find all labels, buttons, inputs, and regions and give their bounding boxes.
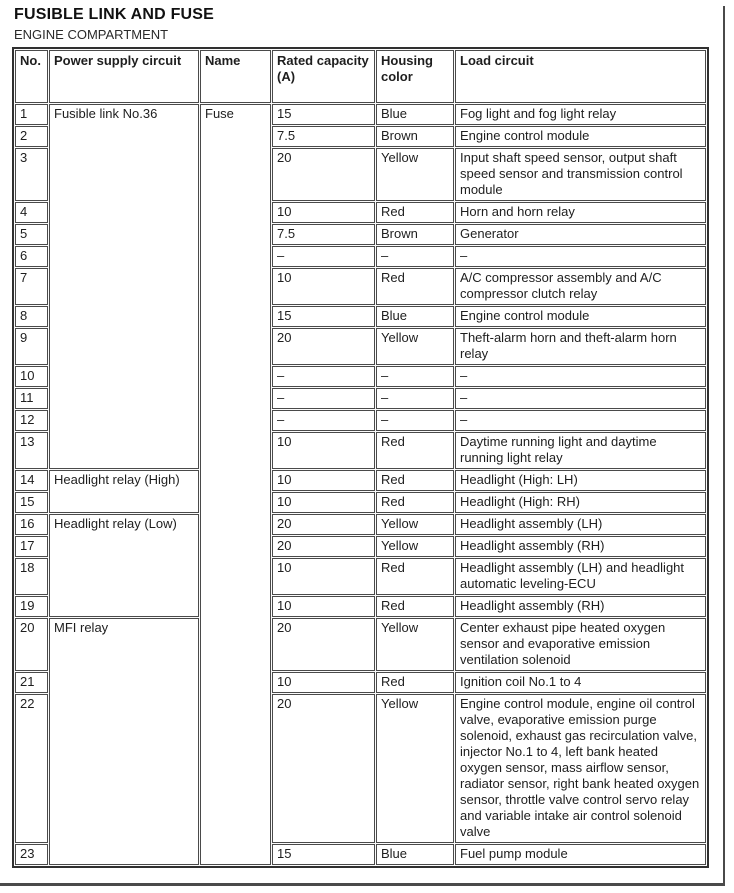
cell-load-circuit: Daytime running light and daytime running light relay (455, 432, 706, 469)
cell-housing-color: Red (376, 672, 454, 693)
cell-rated-capacity: 20 (272, 328, 375, 365)
cell-no: 11 (15, 388, 48, 409)
col-header-housing-color: Housing color (376, 50, 454, 103)
page-border-right (723, 6, 725, 886)
cell-load-circuit: Engine control module (455, 306, 706, 327)
col-header-rated-capacity: Rated capacity (A) (272, 50, 375, 103)
cell-load-circuit: Fuel pump module (455, 844, 706, 865)
cell-no: 7 (15, 268, 48, 305)
cell-load-circuit: Center exhaust pipe heated oxygen sensor and evaporative emission ventilation solenoid (455, 618, 706, 671)
table-row (15, 514, 706, 535)
cell-load-circuit: – (455, 410, 706, 431)
cell-housing-color: – (376, 366, 454, 387)
cell-rated-capacity: 10 (272, 492, 375, 513)
col-header-load-circuit: Load circuit (455, 50, 706, 103)
cell-no: 18 (15, 558, 48, 595)
cell-power-supply-circuit: Fusible link No.36 (49, 104, 199, 469)
cell-load-circuit: Engine control module (455, 126, 706, 147)
cell-power-supply-circuit: Headlight relay (Low) (49, 514, 199, 617)
cell-housing-color: Brown (376, 126, 454, 147)
cell-load-circuit: Headlight (High: RH) (455, 492, 706, 513)
cell-housing-color: Brown (376, 224, 454, 245)
document-page (0, 6, 734, 868)
table-row (15, 470, 706, 491)
cell-load-circuit: Horn and horn relay (455, 202, 706, 223)
col-header-power-supply-circuit: Power supply circuit (49, 50, 199, 103)
cell-no: 9 (15, 328, 48, 365)
cell-rated-capacity: 10 (272, 268, 375, 305)
page-border-bottom (0, 883, 725, 886)
cell-rated-capacity: – (272, 366, 375, 387)
cell-load-circuit: Headlight assembly (LH) (455, 514, 706, 535)
cell-no: 14 (15, 470, 48, 491)
cell-housing-color: Blue (376, 104, 454, 125)
cell-housing-color: Red (376, 470, 454, 491)
cell-no: 10 (15, 366, 48, 387)
col-header-name: Name (200, 50, 271, 103)
cell-rated-capacity: 20 (272, 618, 375, 671)
cell-load-circuit: Headlight assembly (LH) and headlight automatic leveling-ECU (455, 558, 706, 595)
cell-rated-capacity: 20 (272, 514, 375, 535)
table-row (15, 618, 706, 671)
cell-housing-color: Yellow (376, 694, 454, 843)
cell-no: 8 (15, 306, 48, 327)
cell-housing-color: Red (376, 596, 454, 617)
cell-no: 15 (15, 492, 48, 513)
cell-rated-capacity: 10 (272, 470, 375, 491)
cell-load-circuit: Headlight assembly (RH) (455, 596, 706, 617)
cell-no: 2 (15, 126, 48, 147)
cell-load-circuit: – (455, 388, 706, 409)
cell-rated-capacity: 15 (272, 844, 375, 865)
cell-rated-capacity: 7.5 (272, 224, 375, 245)
cell-no: 1 (15, 104, 48, 125)
cell-no: 5 (15, 224, 48, 245)
cell-load-circuit: – (455, 246, 706, 267)
cell-housing-color: Yellow (376, 618, 454, 671)
cell-rated-capacity: 10 (272, 202, 375, 223)
cell-rated-capacity: 20 (272, 694, 375, 843)
cell-no: 13 (15, 432, 48, 469)
cell-load-circuit: A/C compressor assembly and A/C compressor clutch relay (455, 268, 706, 305)
cell-power-supply-circuit: Headlight relay (High) (49, 470, 199, 513)
cell-housing-color: – (376, 410, 454, 431)
cell-housing-color: Red (376, 432, 454, 469)
table-header-row (15, 50, 706, 103)
cell-housing-color: Blue (376, 844, 454, 865)
cell-rated-capacity: 7.5 (272, 126, 375, 147)
cell-housing-color: Red (376, 558, 454, 595)
cell-housing-color: Blue (376, 306, 454, 327)
cell-housing-color: Yellow (376, 148, 454, 201)
cell-load-circuit: Ignition coil No.1 to 4 (455, 672, 706, 693)
cell-no: 19 (15, 596, 48, 617)
cell-rated-capacity: 20 (272, 148, 375, 201)
cell-rated-capacity: – (272, 388, 375, 409)
cell-rated-capacity: 15 (272, 104, 375, 125)
fuse-table (12, 47, 709, 868)
cell-load-circuit: Fog light and fog light relay (455, 104, 706, 125)
cell-rated-capacity: 15 (272, 306, 375, 327)
cell-load-circuit: – (455, 366, 706, 387)
cell-no: 22 (15, 694, 48, 843)
table-row (15, 104, 706, 125)
cell-load-circuit: Input shaft speed sensor, output shaft speed sensor and transmission control module (455, 148, 706, 201)
cell-load-circuit: Engine control module, engine oil control valve, evaporative emission purge solenoid, exhaust gas recirculation valve, injector No.1 to 4, left bank heated oxygen sensor, mass airflow sensor, radiator sensor, right bank heated oxygen sensor, throttle valve control servo relay and variable intake air control solenoid valve (455, 694, 706, 843)
cell-rated-capacity: 10 (272, 596, 375, 617)
fuse-table-body (15, 104, 706, 865)
cell-load-circuit: Headlight assembly (RH) (455, 536, 706, 557)
cell-rated-capacity: – (272, 246, 375, 267)
col-header-no: No. (15, 50, 48, 103)
cell-name: Fuse (200, 104, 271, 865)
page-subtitle: ENGINE COMPARTMENT (14, 27, 169, 42)
cell-housing-color: – (376, 246, 454, 267)
cell-load-circuit: Theft-alarm horn and theft-alarm horn relay (455, 328, 706, 365)
cell-housing-color: Yellow (376, 514, 454, 535)
cell-no: 3 (15, 148, 48, 201)
cell-no: 4 (15, 202, 48, 223)
page-title: FUSIBLE LINK AND FUSE (14, 6, 215, 23)
cell-housing-color: – (376, 388, 454, 409)
cell-rated-capacity: 10 (272, 558, 375, 595)
cell-rated-capacity: 10 (272, 672, 375, 693)
cell-housing-color: Red (376, 268, 454, 305)
cell-no: 6 (15, 246, 48, 267)
cell-rated-capacity: 10 (272, 432, 375, 469)
cell-rated-capacity: – (272, 410, 375, 431)
cell-rated-capacity: 20 (272, 536, 375, 557)
cell-no: 21 (15, 672, 48, 693)
cell-no: 23 (15, 844, 48, 865)
cell-load-circuit: Headlight (High: LH) (455, 470, 706, 491)
cell-housing-color: Red (376, 202, 454, 223)
cell-power-supply-circuit: MFI relay (49, 618, 199, 865)
cell-load-circuit: Generator (455, 224, 706, 245)
cell-housing-color: Yellow (376, 328, 454, 365)
cell-no: 20 (15, 618, 48, 671)
cell-housing-color: Yellow (376, 536, 454, 557)
cell-no: 17 (15, 536, 48, 557)
cell-no: 16 (15, 514, 48, 535)
cell-no: 12 (15, 410, 48, 431)
cell-housing-color: Red (376, 492, 454, 513)
